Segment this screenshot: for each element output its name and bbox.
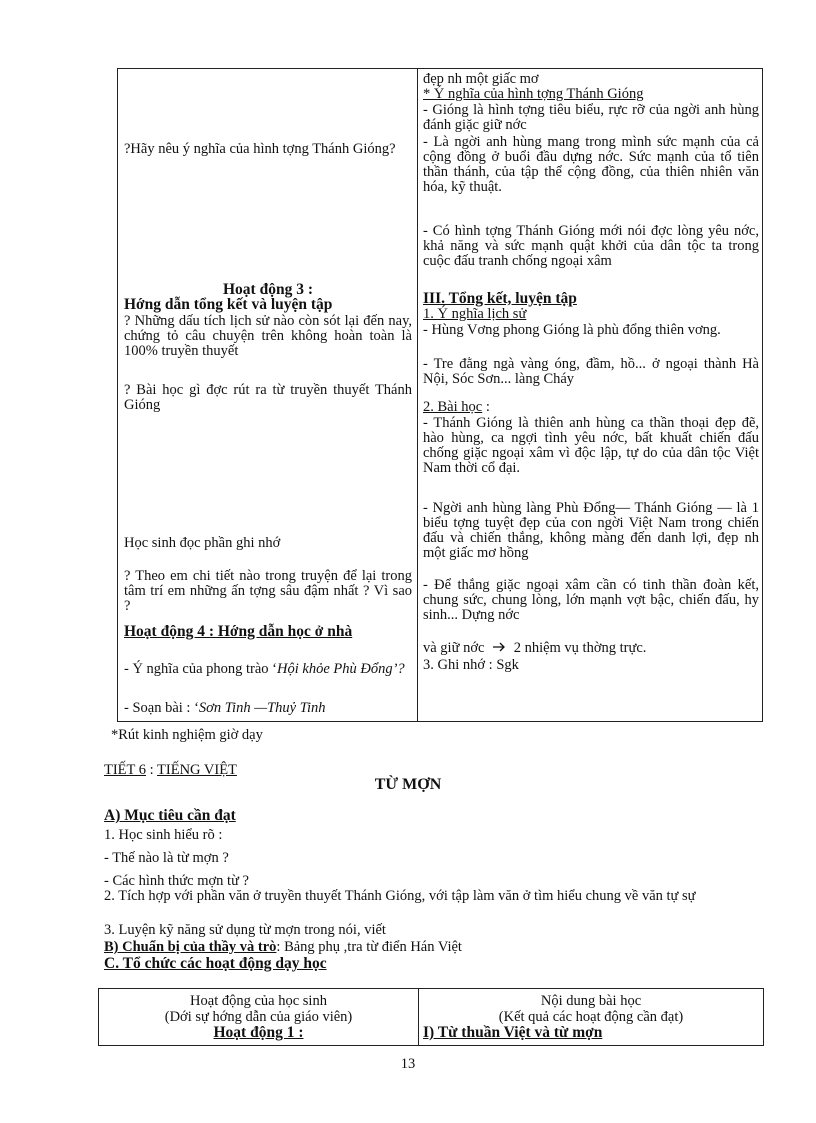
content-line: 3. Ghi nhớ : Sgk <box>423 657 519 673</box>
question-lesson: ? Bài học gì đợc rút ra từ truyền thuyết Thánh Gióng <box>124 382 412 413</box>
right-arrow-icon <box>492 641 506 656</box>
subheading-historical-meaning: 1. Ý nghĩa lịch sử <box>423 306 527 322</box>
content-paragraph: - Tre đằng ngà vàng óng, đầm, hồ... ở ngoại thành Hà Nội, Sóc Sơn... làng Cháy <box>423 356 759 387</box>
subheading-lesson: 2. Bài học : <box>423 399 490 415</box>
activity-table <box>98 988 764 1046</box>
content-paragraph: - Thánh Gióng là thiên anh hùng ca thần thoại đẹp đẽ, hào hùng, ca ngợi tình yêu nớc, bất khuất chiến đấu chống giặc ngoại xâm vì độc lập, tự do của dân tộc Việt Nam thời cổ đại. <box>423 415 759 476</box>
content-paragraph: - Để thắng giặc ngoại xâm cần có tinh thần đoàn kết, chung sức, chung lòng, lớn mạnh vợt bậc, chiến đấu, hy sinh... Dựng nớc <box>423 577 759 623</box>
lesson-title: TỪ MỢN <box>374 776 442 793</box>
content-line: và giữ nớc 2 nhiệm vụ thờng trực. <box>423 640 647 656</box>
activity4-title: Hoạt động 4 : Hớng dẫn học ở nhà <box>124 623 353 640</box>
homework-item-2: - Soạn bài : ‘Sơn Tinh —Thuỷ Tinh <box>124 700 326 716</box>
teaching-notes: *Rút kinh nghiệm giờ dạy <box>111 727 263 743</box>
column-divider <box>417 69 418 721</box>
lesson-content-header: Nội dung bài học (Kết quả các hoạt động cần đạt) I) Từ thuần Việt và từ mợn <box>423 993 684 1041</box>
section-b-line: B) Chuẩn bị của thầy và trò: Bảng phụ ,tra từ điển Hán Việt <box>104 939 462 955</box>
homework-item-1: - Ý nghĩa của phong trào ‘Hội khỏe Phù Đổng’? <box>124 661 405 677</box>
period-heading: TIẾT 6 : TIẾNG VIỆT <box>104 762 237 778</box>
content-paragraph: - Là ngời anh hùng mang trong mình sức mạnh của cả cộng đồng ở buổi đầu dựng nớc. Sức mạnh của tổ tiên thần thánh, của tập thể cộng đồng, của thiên nhiên văn hóa, kỹ thuật. <box>423 134 759 195</box>
content-paragraph: - Ngời anh hùng làng Phù Đổng— Thánh Gióng — là 1 biểu tợng tuyệt đẹp của con ngời Việt Nam trong chiến đấu và chiến thắng, không màng đến danh lợi, đẹp nh một giấc mơ hồng <box>423 500 759 561</box>
objective-line: 1. Học sinh hiểu rõ : <box>104 827 223 843</box>
objective-line: - Các hình thức mợn từ ? <box>104 873 249 889</box>
objective-line: - Thế nào là từ mợn ? <box>104 850 229 866</box>
question-meaning: ?Hãy nêu ý nghĩa của hình tợng Thánh Gióng? <box>124 141 396 157</box>
content-paragraph: - Có hình tợng Thánh Gióng mới nói đợc lòng yêu nớc, khả năng và sức mạnh quật khởi của dân tộc ta trong cuộc đấu tranh chống ngoại xâm <box>423 223 759 269</box>
section-heading-meaning: * Ý nghĩa của hình tợng Thánh Gióng <box>423 86 644 102</box>
content-line: đẹp nh một giấc mơ <box>423 71 539 87</box>
content-paragraph: - Hùng Vơng phong Gióng là phù đổng thiên vơng. <box>423 322 721 338</box>
page-number: 13 <box>400 1056 416 1072</box>
question-historical-traces: ? Những dấu tích lịch sử nào còn sót lại đến nay, chứng tỏ câu chuyện trên không hoàn toàn là 100% truyền thuyết <box>124 313 412 359</box>
section-heading-summary: III. Tổng kết, luyện tập <box>423 290 577 307</box>
content-paragraph: - Gióng là hình tợng tiêu biểu, rực rỡ của ngời anh hùng đánh giặc giữ nớc <box>423 102 759 133</box>
read-summary-instruction: Học sinh đọc phần ghi nhớ <box>124 535 281 551</box>
section-a-heading: A) Mục tiêu cần đạt <box>104 807 236 824</box>
lesson-table <box>117 68 763 722</box>
objective-line: 3. Luyện kỹ năng sử dụng từ mợn trong nói, viết <box>104 922 386 938</box>
activity3-title: Hoạt động 3 : <box>223 281 313 298</box>
section-c-heading: C. Tổ chức các hoạt động dạy học <box>104 955 327 972</box>
objective-line: 2. Tích hợp với phần văn ở truyền thuyết Thánh Gióng, với tập làm văn ở tìm hiểu chung về văn tự sự <box>104 888 696 904</box>
activity3-subtitle: Hớng dẫn tổng kết và luyện tập <box>124 296 333 313</box>
student-activity-header: Hoạt động của học sinh (Dới sự hớng dẫn của giáo viên) Hoạt động 1 : <box>164 993 353 1041</box>
question-detail: ? Theo em chi tiết nào trong truyện để lại trong tâm trí em những ấn tợng sâu đậm nhất ? Vì sao ? <box>124 568 412 614</box>
